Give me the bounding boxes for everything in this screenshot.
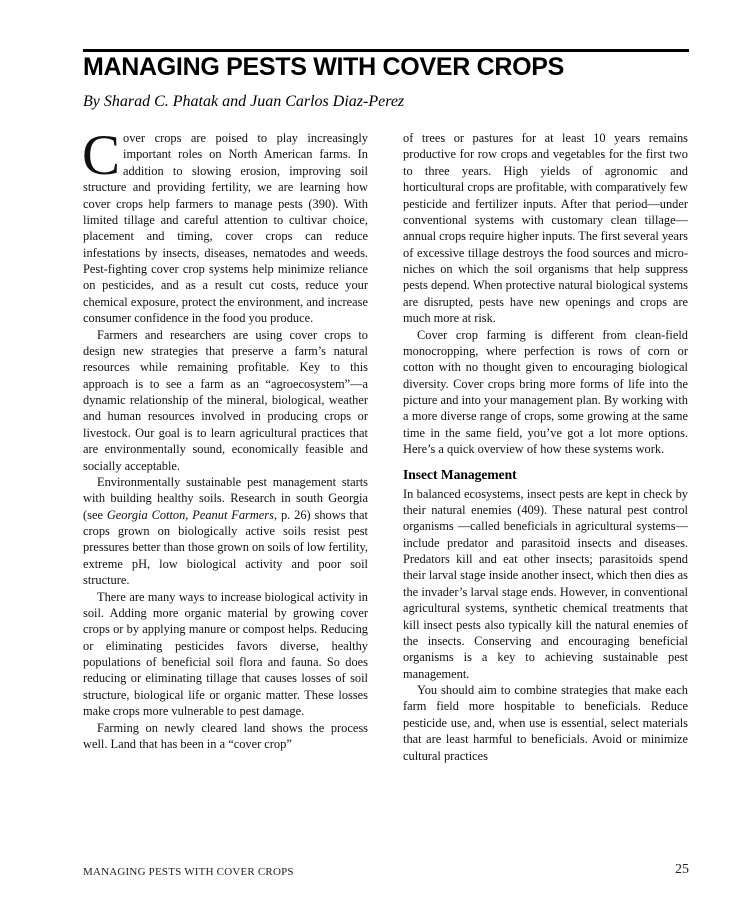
paragraph: You should aim to combine strategies that make each farm field more hospitable to beneficials. Reduce pesticide use, and, when use is essential, select materials that are least harmful to beneficials. Avoid or minimize cultural practices [403,683,688,763]
page-number: 25 [675,862,689,877]
paragraph: Cover crop farming is different from clean-field monocropping, where perfection is rows of corn or cotton with no thought given to encouraging biological diversity. Cover crops bring more forms of life into the picture and into your management plan. By working with a more diverse range of crops, some growing at the same time in the same field, you’ve got a lot more options. Here’s a quick overview of how these systems work. [403,327,688,457]
paragraph [83,474,368,589]
paragraph: In balanced ecosystems, insect pests are kept in check by their natural enemies (409). These natural pest control organisms —called beneficials in agricultural systems—include predator and parasitoid insects and diseases. Predators kill and eat other insects; parasitoids spend their larval stage inside another insect, which then dies as the invader’s larval stage ends. However, in conventional agricultural systems, synthetic chemical treatments that kill insect pests also typically kill the natural enemies of the insects. Conserving and encouraging beneficial organisms is a key to achieving sustainable pest management. [403,486,688,681]
section-heading: Insect Management [403,466,517,482]
article-byline: By Sharad C. Phatak and Juan Carlos Diaz-Perez [83,93,405,110]
paragraph: Farming on newly cleared land shows the process well. Land that has been in a “cover crop” [83,720,368,751]
paragraph-text: , p. 26) shows that crops grown on biologically active soils resist pest pressures better than those grown on soils of low fertility, extreme pH, low biological activity and poor soil structure. [83,507,368,588]
left-column [82,124,368,752]
paragraph-text: over crops are poised to play increasingly important roles on North American farms. In addition to slowing erosion, improving soil structure and providing fertility, we are learning how cover crops help farmers to manage pests (390). With limited tillage and careful attention to cultivar choice, placement and timing, cover crops can reduce infestations by insects, diseases, nematodes and weeds. Pest-fighting cover crop systems help minimize reliance on pesticides, and as a result cut costs, reduce your chemical exposure, protect the environment, and increase consumer confidence in the food you produce. [83,131,368,326]
paragraph: There are many ways to increase biological activity in soil. Adding more organic material by growing cover crops or by applying manure or compost helps. Reducing or eliminating pesticides favors diverse, healthy populations of beneficial soil flora and fauna. So does reducing or eliminating tillage that causes losses of soil structure, biological life or organic matter. These losses make crops more vulnerable to pest damage. [83,589,368,719]
running-footer-title: MANAGING PESTS WITH COVER CROPS [83,866,294,878]
drop-cap: C [82,124,121,187]
right-column [403,130,688,764]
paragraph-text: Environmentally sustainable pest management starts with building healthy soils. Research in south Georgia (see [83,474,368,522]
citation-reference: Georgia Cotton, Peanut Farmers [106,507,274,522]
paragraph: of trees or pastures for at least 10 years remains productive for row crops and vegetables for the first two to three years. High yields of agronomic and horticultural crops are profitable, with comparatively few pesticide and fertilizer inputs. After that period—under conventional systems with customary clean tillage—annual crops require higher inputs. The first several years of excessive tillage destroys the food sources and micro-niches on which the soil organisms that help suppress pests depend. When protective natural biological systems are disrupted, pests have new openings and crops are much more at risk. [403,131,689,326]
paragraph: Farmers and researchers are using cover crops to design new strategies that preserve a farm’s natural resources while remaining profitable. Key to this approach is to see a farm as an “agroecosystem”—a dynamic relationship of the mineral, biological, weather and human resources involved in producing crops or livestock. Our goal is to learn agricultural practices that are environmentally sound, economically feasible and socially acceptable. [83,327,368,473]
paragraph [82,124,368,327]
title-rule [83,49,689,52]
article-title: MANAGING PESTS WITH COVER CROPS [83,53,565,81]
